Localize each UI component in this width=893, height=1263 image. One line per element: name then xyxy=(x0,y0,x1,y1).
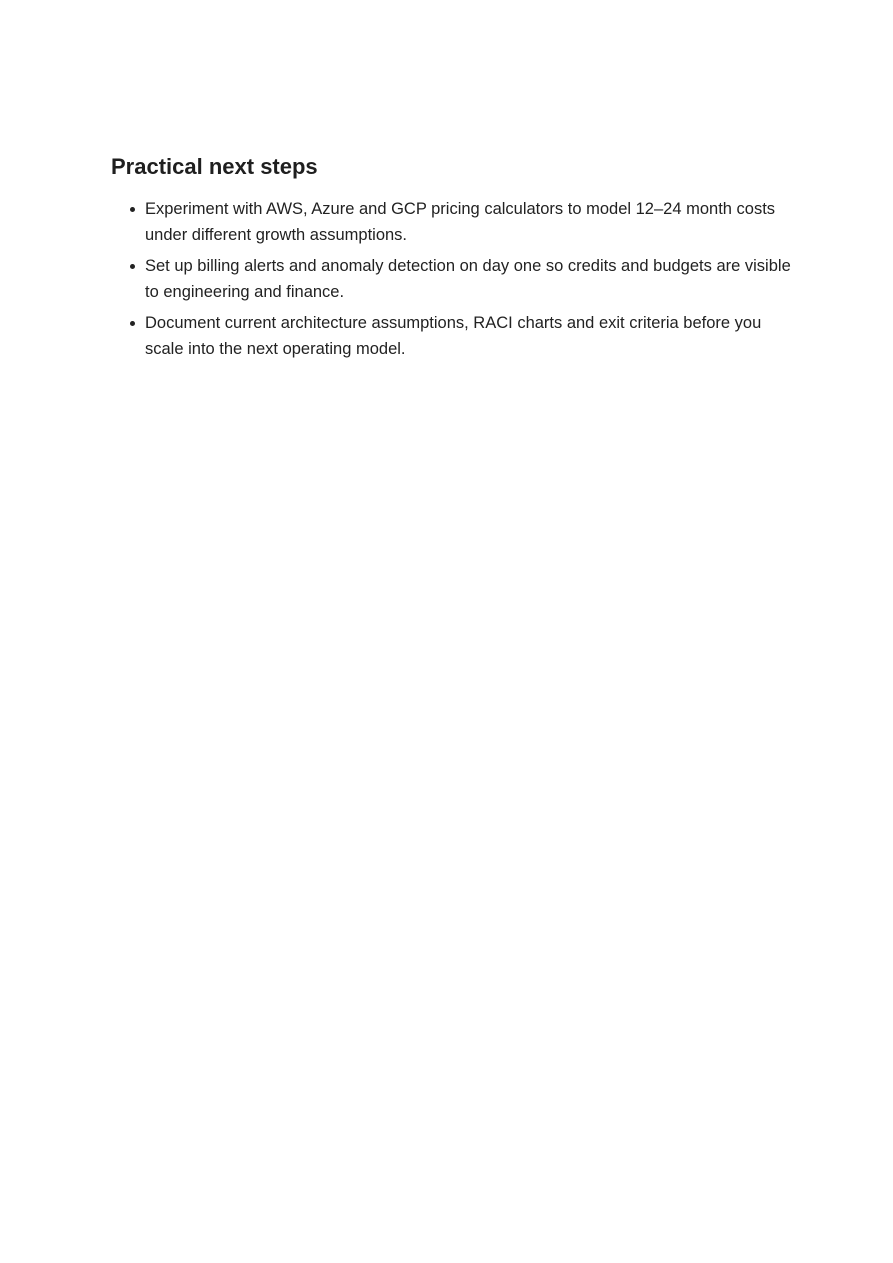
list-item xyxy=(111,196,791,248)
section-heading: Practical next steps xyxy=(111,154,318,179)
list-item-text: Set up billing alerts and anomaly detection on day one so credits and budgets are visible to engineering and finance. xyxy=(145,257,791,301)
section-content xyxy=(111,153,791,367)
list-item xyxy=(111,310,791,362)
bullet-icon xyxy=(130,264,135,269)
list-item-text: Experiment with AWS, Azure and GCP pricing calculators to model 12–24 month costs under different growth assumptions. xyxy=(145,200,776,244)
next-steps-list xyxy=(111,196,791,362)
list-item-text: Document current architecture assumptions, RACI charts and exit criteria before you scale into the next operating model. xyxy=(145,314,762,358)
bullet-icon xyxy=(130,321,135,326)
list-item xyxy=(111,253,791,305)
bullet-icon xyxy=(130,207,135,212)
